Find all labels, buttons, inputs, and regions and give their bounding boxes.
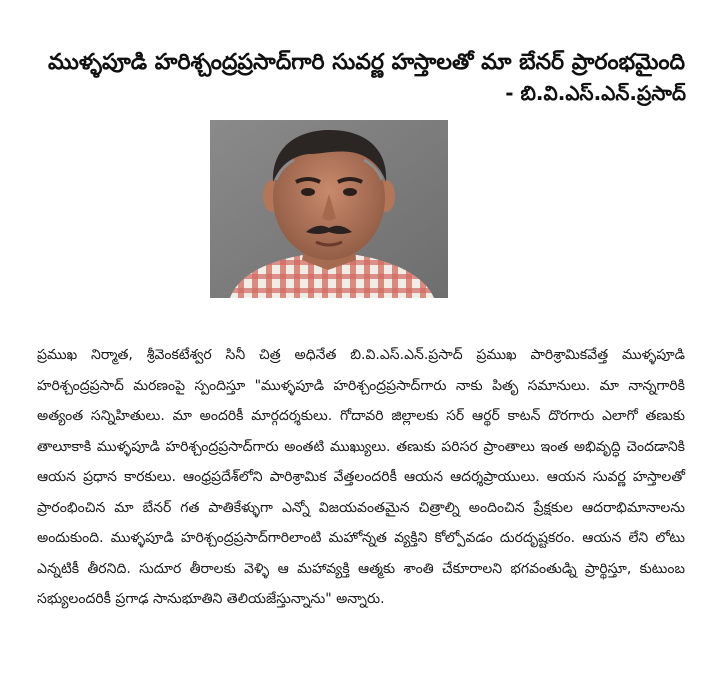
portrait-photo-illustration	[210, 120, 448, 298]
portrait-photo	[210, 120, 448, 298]
article-body: ప్రముఖ నిర్మాత, శ్రీవెంకటేశ్వర సినీ చిత్ర అధినేత బి.వి.ఎస్.ఎన్.ప్రసాద్ ప్రముఖ పారిశ్రామికవేత్త ముళ్ళపూడి హరిశ్చంద్రప్రసాద్ మరణంపై స్పందిస్తూ "ముళ్ళపూడి హరిశ్చంద్రప్రసాద్‌గారు నాకు పితృ సమానులు. మా నాన్నగారికి అత్యంత సన్నిహితులు. మా అందరికీ మార్గదర్శకులు. గోదావరి జిల్లాలకు సర్ ఆర్థర్ కాటన్ దొరగారు ఎలాగో తణుకు తాలూకాకి ముళ్ళపూడి హరిశ్చంద్రప్రసాద్‌గారు అంతటి ముఖ్యులు. తణుకు పరిసర ప్రాంతాలు ఇంత అభివృద్ధి చెందడానికి ఆయన ప్రధాన కారకులు. ఆంధ్రప్రదేశ్‌లోని పారిశ్రామిక వేత్తలందరికీ ఆయన ఆదర్శప్రాయులు. ఆయన సువర్ణ హస్తాలతో ప్రారంభించిన మా బేనర్ గత పాతికేళ్ళుగా ఎన్నో విజయవంతమైన చిత్రాల్ని అందించిన ప్రేక్షకుల ఆదరాభిమానాలను అందుకుంది. ముళ్ళపూడి హరిశ్చంద్రప్రసాద్‌గారిలాంటి మహోన్నత వ్యక్తిని కోల్పోవడం దురదృష్టకరం. ఆయన లేని లోటు ఎన్నటికీ తీరనిది. సుదూర తీరాలకు వెళ్ళి ఆ మహావ్యక్తి ఆత్మకు శాంతి చేకూరాలని భగవంతుడ్ని ప్రార్థిస్తూ, కుటుంబ సభ్యులందరికీ ప్రగాఢ సానుభూతిని తెలియజేస్తున్నాను" అన్నారు.	[37, 347, 685, 607]
article-headline: ముళ్ళపూడి హరిశ్చంద్రప్రసాద్‌గారి సువర్ణ హస్తాలతో మా బేనర్ ప్రారంభమైంది	[48, 50, 686, 75]
article-byline: - బి.వి.ఎస్.ఎన్.ప్రసాద్	[505, 81, 686, 105]
